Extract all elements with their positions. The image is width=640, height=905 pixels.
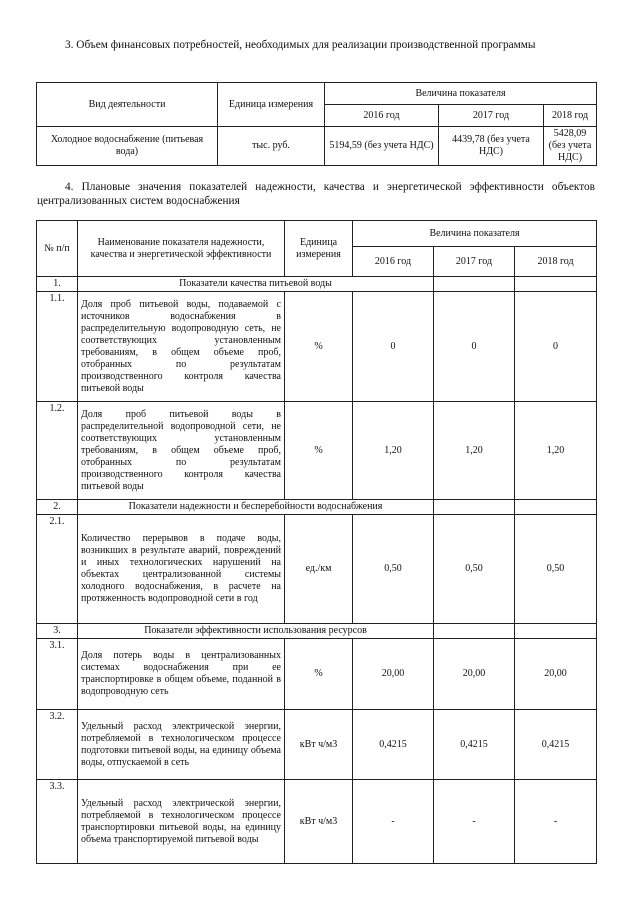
group-title: Показатели эффективности использования ресурсов: [78, 624, 434, 639]
year-header: 2016 год: [353, 247, 434, 277]
unit-cell: тыс. руб.: [218, 127, 325, 166]
row-num: 1.2.: [37, 402, 78, 500]
value-cell: 0,4215: [353, 710, 434, 780]
col-num-header: № п/п: [37, 221, 78, 277]
group-title: Показатели качества питьевой воды: [78, 277, 434, 292]
year-header: 2017 год: [434, 247, 515, 277]
empty-cell: [515, 500, 597, 515]
value-cell: 5194,59 (без учета НДС): [325, 127, 439, 166]
value-cell: -: [434, 780, 515, 864]
value-cell: 0: [353, 292, 434, 402]
unit-cell: кВт ч/м3: [285, 710, 353, 780]
col-unit-header: Единица измерения: [285, 221, 353, 277]
value-cell: 20,00: [515, 639, 597, 710]
row-num: 2.1.: [37, 515, 78, 624]
value-cell: 0,50: [434, 515, 515, 624]
value-cell: 0: [434, 292, 515, 402]
value-cell: 1,20: [434, 402, 515, 500]
value-cell: 4439,78 (без учета НДС): [439, 127, 544, 166]
indicator-name: Удельный расход электрической энергии, потребляемой в технологическом процессе транспортировки питьевой воды, на единицу объема транспортируемой питьевой воды: [78, 780, 285, 864]
value-cell: 0: [515, 292, 597, 402]
value-cell: 0,4215: [515, 710, 597, 780]
value-cell: -: [515, 780, 597, 864]
value-cell: 1,20: [353, 402, 434, 500]
indicator-name: Доля проб питьевой воды в распределительной водопроводной сети, не соответствующих установленным требованиям, в общем объеме проб, отобранных по результатам производственного контроля качества питьевой воды: [78, 402, 285, 500]
group-title: Показатели надежности и бесперебойности водоснабжения: [78, 500, 434, 515]
value-cell: 0,50: [353, 515, 434, 624]
year-header: 2018 год: [515, 247, 597, 277]
unit-cell: %: [285, 292, 353, 402]
value-cell: -: [353, 780, 434, 864]
col-value-header: Величина показателя: [325, 83, 597, 105]
year-header: 2016 год: [325, 105, 439, 127]
financial-needs-table: [36, 82, 597, 166]
value-cell: 5428,09 (без учета НДС): [544, 127, 597, 166]
value-cell: 20,00: [353, 639, 434, 710]
empty-cell: [515, 277, 597, 292]
col-activity-header: Вид деятельности: [37, 83, 218, 127]
row-num: 1.1.: [37, 292, 78, 402]
activity-cell: Холодное водоснабжение (питьевая вода): [37, 127, 218, 166]
unit-cell: %: [285, 639, 353, 710]
group-num: 1.: [37, 277, 78, 292]
unit-cell: %: [285, 402, 353, 500]
empty-cell: [515, 624, 597, 639]
empty-cell: [434, 277, 515, 292]
row-num: 3.2.: [37, 710, 78, 780]
indicator-name: Количество перерывов в подаче воды, возникших в результате аварий, повреждений и иных технологических нарушений на объектах централизованной системы холодного водоснабжения, в расчете на протяженность водопроводной сети в год: [78, 515, 285, 624]
value-cell: 0,4215: [434, 710, 515, 780]
indicator-name: Доля проб питьевой воды, подаваемой с источников водоснабжения в распределительную водопроводную сеть, не соответствующих установленным требованиям, в общем объеме проб, отобранных по результатам производственного контроля качества питьевой воды: [78, 292, 285, 402]
empty-cell: [434, 500, 515, 515]
row-num: 3.3.: [37, 780, 78, 864]
unit-cell: кВт ч/м3: [285, 780, 353, 864]
section-3-heading: 3. Объем финансовых потребностей, необходимых для реализации производственной программы: [65, 39, 536, 51]
year-header: 2018 год: [544, 105, 597, 127]
value-cell: 1,20: [515, 402, 597, 500]
row-num: 3.1.: [37, 639, 78, 710]
unit-cell: ед./км: [285, 515, 353, 624]
empty-cell: [434, 624, 515, 639]
section-4-heading: 4. Плановые значения показателей надежности, качества и энергетической эффективности объектов централизованных систем водоснабжения: [37, 181, 595, 207]
year-header: 2017 год: [439, 105, 544, 127]
col-unit-header: Единица измерения: [218, 83, 325, 127]
indicators-table: [36, 220, 597, 864]
col-value-header: Величина показателя: [353, 221, 597, 247]
indicator-name: Удельный расход электрической энергии, потребляемой в технологическом процессе подготовки питьевой воды, на единицу объема воды, отпускаемой в сеть: [78, 710, 285, 780]
group-num: 2.: [37, 500, 78, 515]
value-cell: 20,00: [434, 639, 515, 710]
col-name-header: Наименование показателя надежности, качества и энергетической эффективности: [78, 221, 285, 277]
group-num: 3.: [37, 624, 78, 639]
indicator-name: Доля потерь воды в централизованных системах водоснабжения при ее транспортировке в общем объеме, поданной в водопроводную сеть: [78, 639, 285, 710]
value-cell: 0,50: [515, 515, 597, 624]
